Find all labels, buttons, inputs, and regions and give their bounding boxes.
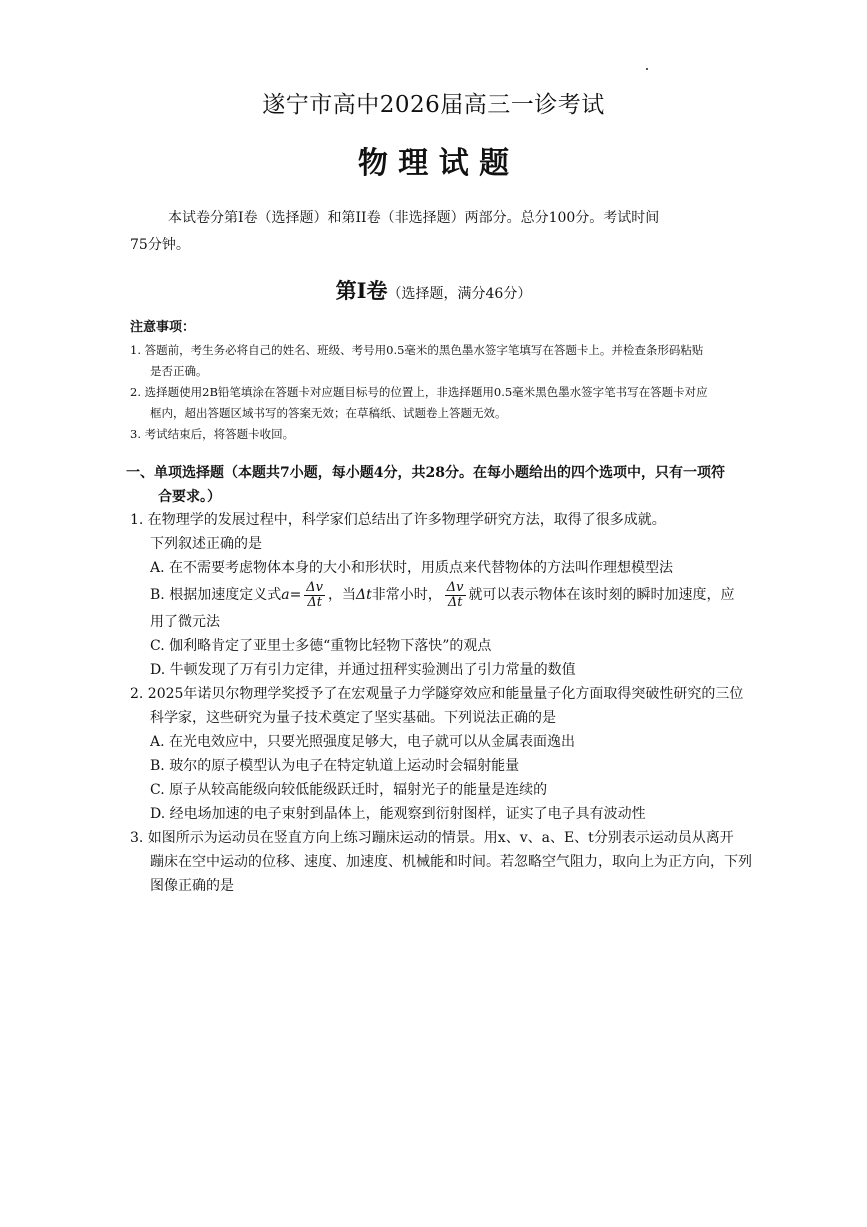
q2-option-c: C. 原子从较高能级向较低能级跃迁时，辐射光子的能量是连续的 [150,782,548,798]
fraction-denominator: Δt [307,594,322,610]
q3-stem-3: 图像正确的是 [150,878,234,894]
subject-title: 物 理 试 题 [357,146,510,181]
scan-speck [646,68,648,70]
notice-list [130,340,745,445]
part-one-heading [126,461,746,509]
q2-stem-2: 科学家，这些研究为量子技术奠定了坚实基础。下列说法正确的是 [150,710,556,726]
section-heading [0,275,867,305]
exam-title: 遂宁市高中2026届高三一诊考试 [262,92,605,118]
q2-stem-1: 2. 2025年诺贝尔物理学奖授予了在宏观量子力学隧穿效应和能量量子化方面取得突破性研究的三位 [130,686,744,702]
q1-stem-2: 下列叙述正确的是 [150,536,262,552]
q1-formula-eq: = [289,587,302,603]
q1-option-b-suffix: 就可以表示物体在该时刻的瞬时加速度，应 [468,587,735,603]
q1-option-b-mid-2: 非常小时， [371,587,442,603]
q2-option-a: A. 在光电效应中，只要光照强度足够大，电子就可以从金属表面逸出 [150,734,576,750]
notice-item-1-cont: 是否正确。 [150,364,208,378]
q1-option-b-mid-1: ，当 [328,587,357,603]
part-one-line-1: 一、单项选择题（本题共7小题，每小题4分，共28分。在每小题给出的四个选项中，只有一项符 [126,465,725,481]
intro-line-1: 本试卷分第Ⅰ卷（选择题）和第II卷（非选择题）两部分。总分100分。考试时间 [168,210,660,226]
q2-option-b: B. 玻尔的原子模型认为电子在特定轨道上运动时会辐射能量 [150,758,520,774]
q1-option-d: D. 牛顿发现了万有引力定律，并通过扭秤实验测出了引力常量的数值 [150,662,576,678]
notice-item-1: 1. 答题前，考生务必将自己的姓名、班级、考号用0.5毫米的黑色墨水签字笔填写在答题卡上。并检查条形码粘贴 [130,343,704,357]
q1-option-b-prefix: B. 根据加速度定义式 [150,587,282,603]
intro-line-2: 75分钟。 [130,237,190,253]
q1-formula-a: a [281,587,290,603]
q1-fraction-1 [304,581,325,610]
notice-item-2: 2. 选择题使用2B铅笔填涂在答题卡对应题目标号的位置上，非选择题用0.5毫米黑色墨水签字笔书写在答题卡对应 [130,385,708,399]
notice-item-3: 3. 考试结束后，将答题卡收回。 [130,427,295,441]
q2-option-d: D. 经电场加速的电子束射到晶体上，能观察到衍射图样，证实了电子具有波动性 [150,806,646,822]
q1-option-b [130,580,742,610]
notice-title: 注意事项： [130,320,196,335]
q1-delta-t: Δt [356,587,372,603]
notice-item-2-cont: 框内，超出答题区域书写的答案无效；在草稿纸、试题卷上答题无效。 [150,406,507,420]
part-one-line-2: 合要求。） [158,489,221,505]
section-title: 第Ⅰ卷 [335,278,388,303]
q3-stem-1: 3. 如图所示为运动员在竖直方向上练习蹦床运动的情景。用x、v、a、E、t分别表示运动员从离开 [130,830,734,846]
intro-paragraph [130,205,750,259]
q1-option-a: A. 在不需要考虑物体本身的大小和形状时，用质点来代替物体的方法叫作理想模型法 [150,560,674,576]
fraction-numerator: Δv [306,579,324,595]
fraction-denominator: Δt [447,594,463,610]
q1-stem-1: 1. 在物理学的发展过程中，科学家们总结出了许多物理学研究方法，取得了很多成就。 [130,512,666,528]
q3-stem-2: 蹦床在空中运动的位移、速度、加速度、机械能和时间。若忽略空气阻力，取向上为正方向，下列 [150,854,752,870]
section-subtitle: （选择题，满分46分） [387,286,532,302]
q1-fraction-2 [445,581,466,610]
q1-option-b-cont: 用了微元法 [150,614,220,630]
questions-block [130,508,752,898]
fraction-numerator: Δv [446,579,464,595]
q1-option-c: C. 伽利略肯定了亚里士多德“重物比轻物下落快”的观点 [150,638,492,654]
